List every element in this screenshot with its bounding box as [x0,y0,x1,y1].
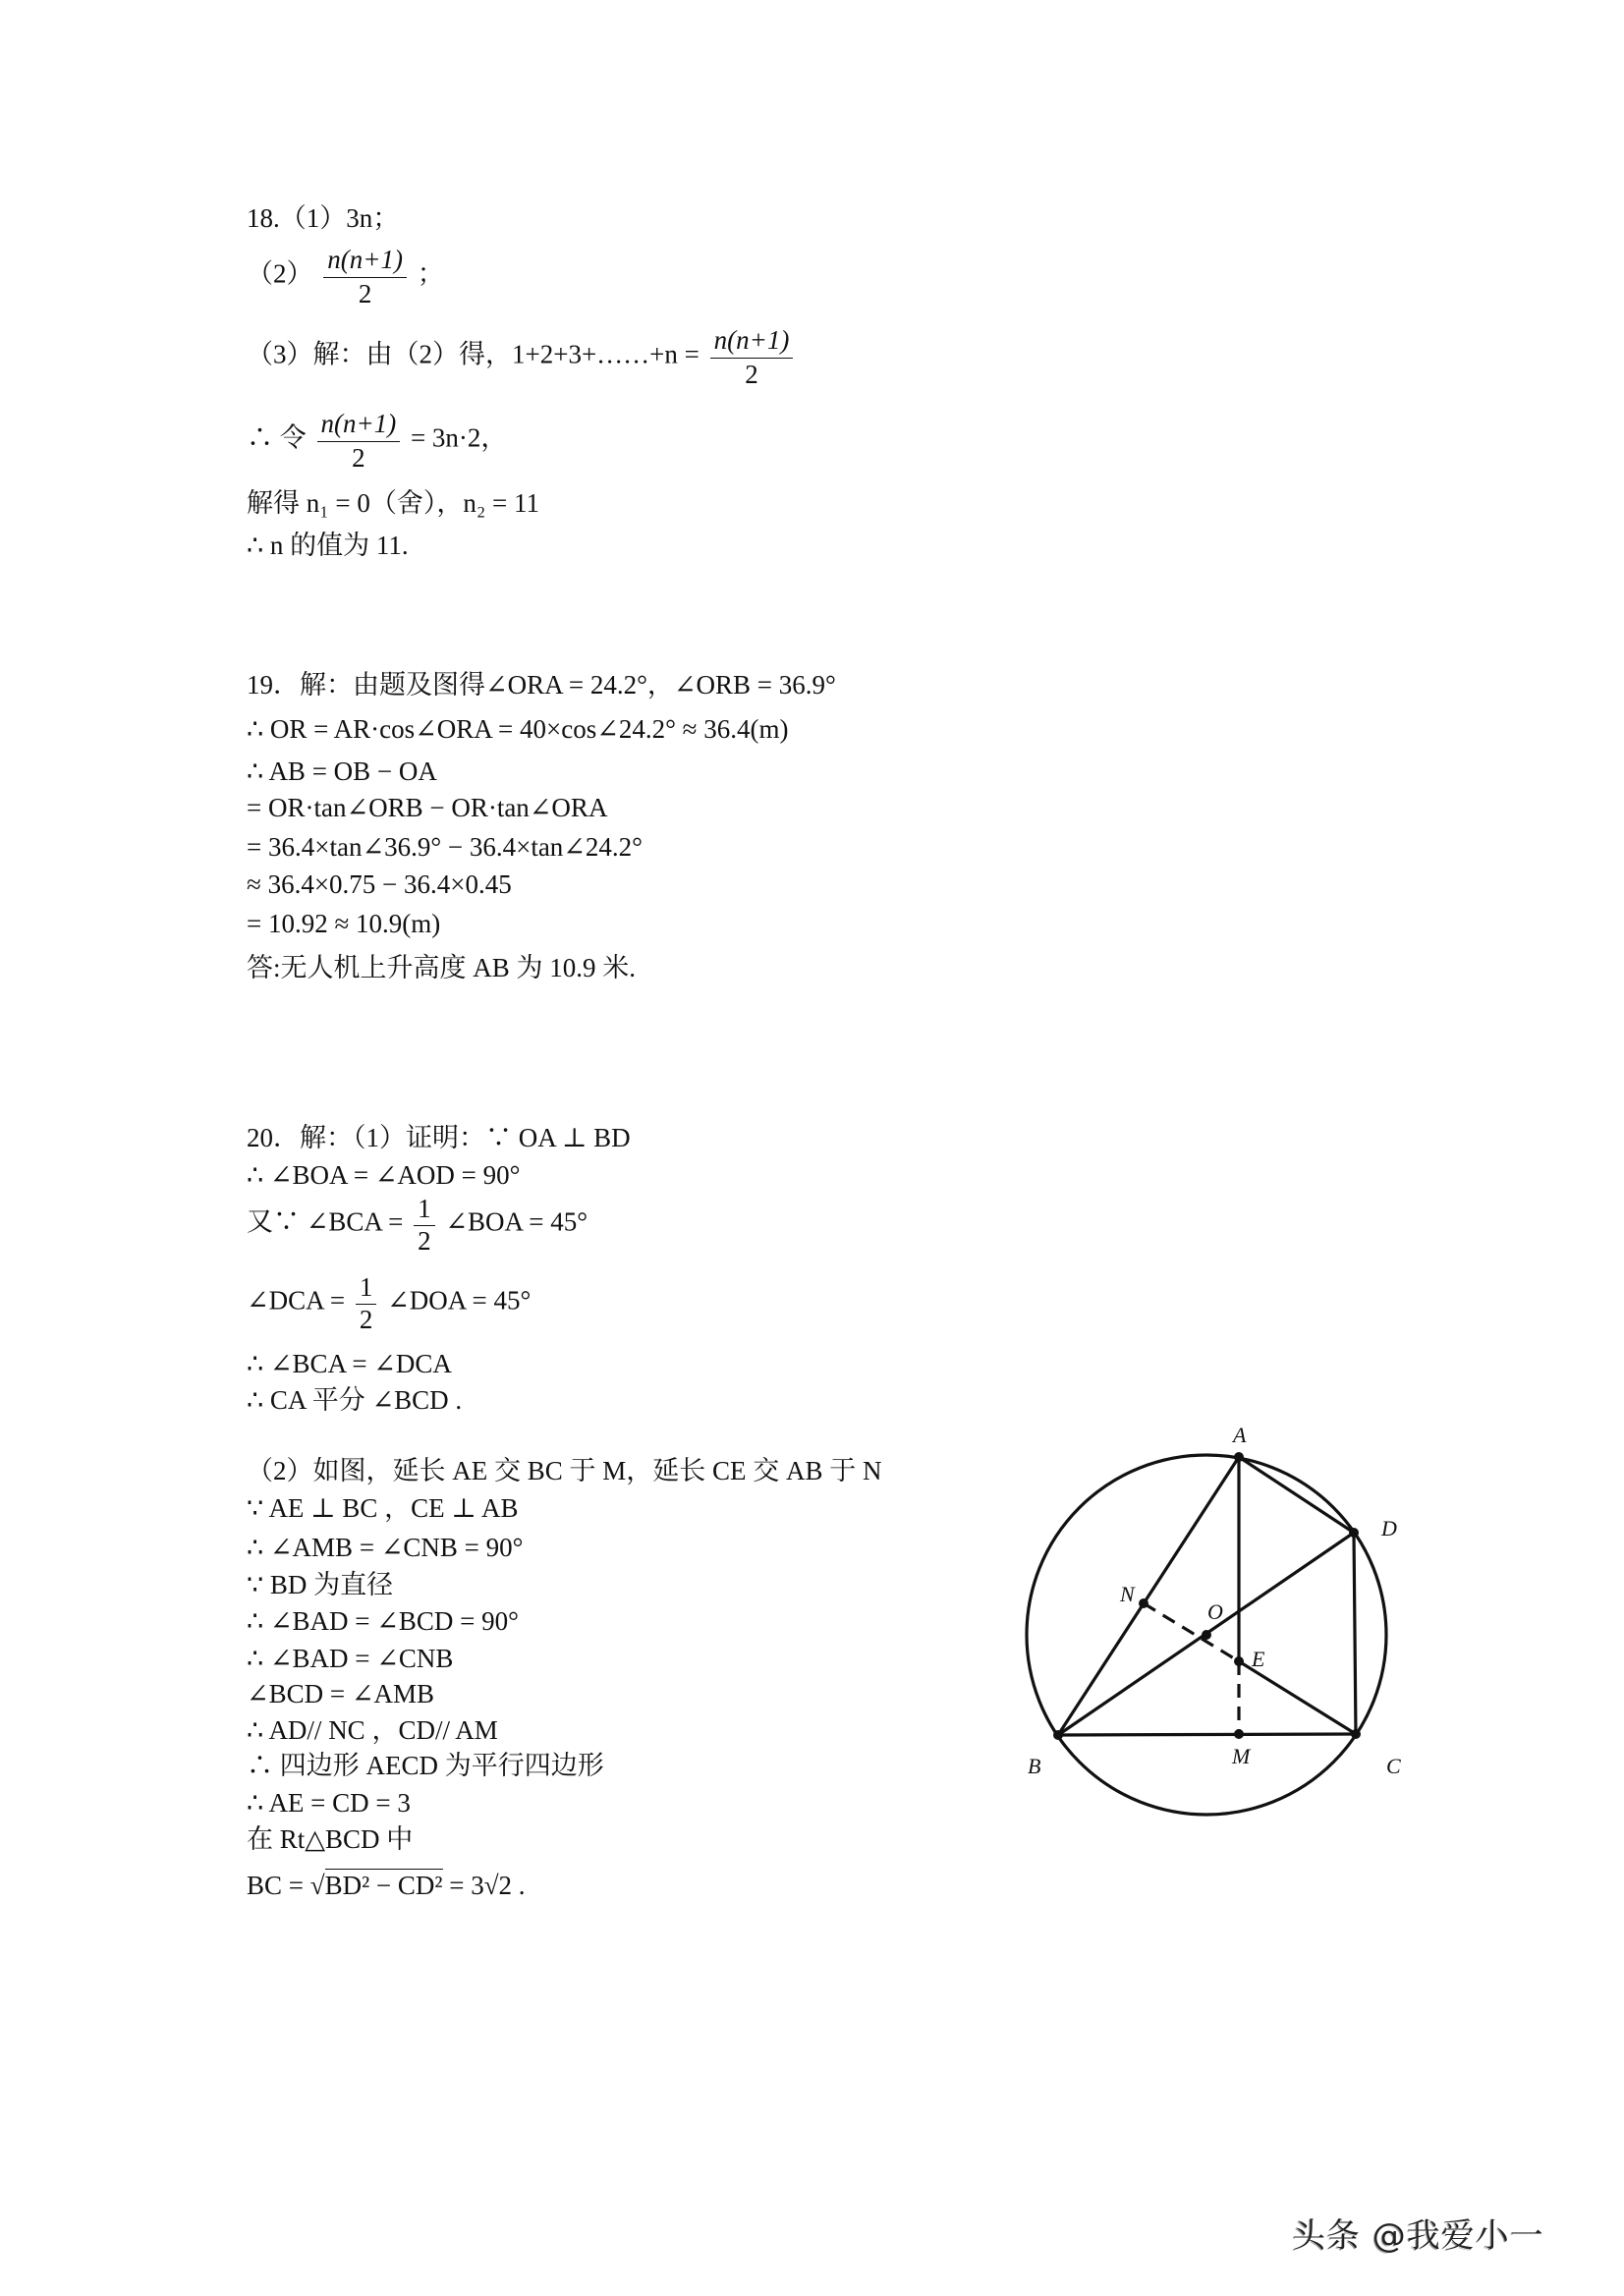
also-because: 又∵ ∠BCA = [247,1206,404,1237]
denominator: 2 [358,279,372,308]
label-d: D [1381,1516,1397,1540]
q20-line-6: ∴ CA 平分 ∠BCD . [247,1385,463,1415]
q20-line-5: ∴ ∠BCA = ∠DCA [247,1349,452,1378]
numerator: n(n+1) [710,324,794,359]
radicand: BD² − CD² [324,1871,443,1900]
q19-line: = 10.92 ≈ 10.9(m) [247,909,441,938]
point-n [1139,1598,1148,1608]
q20-part2-last-line [247,1869,526,1902]
q20-line-1: 20．解：（1）证明：∵ OA ⊥ BD [247,1123,631,1152]
q19-line: ∴ AB = OB − OA [247,756,437,786]
q20-part2-line: （2）如图，延长 AE 交 BC 于 M，延长 CE 交 AB 于 N [247,1456,882,1485]
label-n: N [1120,1582,1135,1606]
segment-ab [1058,1457,1239,1735]
q20-part2-line: ∴ ∠BAD = ∠CNB [247,1644,454,1673]
equation-rhs: ∠DOA = 45° [387,1285,532,1316]
point-e [1234,1656,1244,1666]
label-e: E [1252,1647,1265,1671]
q20-part2-line: ∴ AD// NC ，CD// AM [247,1715,498,1745]
q18-line-6: ∴ n 的值为 11. [247,531,409,560]
q18-line-3 [247,324,797,390]
fraction [710,324,794,390]
segment-bc [1058,1734,1356,1735]
q18-part3-text: （3）解：由（2）得，1+2+3+……+n = [247,339,700,369]
q19-line: ≈ 36.4×0.75 − 36.4×0.45 [247,869,512,899]
denominator: 2 [352,443,365,473]
fraction-half [414,1194,435,1256]
label-a: A [1233,1423,1247,1447]
q18-line-1: 18.（1）3n； [247,203,400,233]
equation-rhs: ∠BOA = 45° [445,1206,588,1237]
denominator: 2 [359,1305,373,1334]
watermark: 头条 @我爱小一 [1292,2216,1544,2256]
q19-line: ∴ OR = AR·cos∠ORA = 40×cos∠24.2° ≈ 36.4(m) [247,714,789,744]
segment-dc [1354,1533,1356,1734]
point-m [1234,1729,1244,1739]
therefore-let: ∴ 令 [247,422,307,453]
q20-part2-line: ∴ 四边形 AECD 为平行四边形 [247,1751,604,1780]
label-b: B [1028,1754,1041,1778]
q19-line: = 36.4×tan∠36.9° − 36.4×tan∠24.2° [247,832,643,862]
q20-part2-line: ∴ ∠AMB = ∠CNB = 90° [247,1533,524,1562]
q20-part2-line: ∴ AE = CD = 3 [247,1788,411,1818]
point-b [1053,1730,1063,1740]
q19-answer: 答:无人机上升高度 AB 为 10.9 米. [247,953,637,982]
q20-part2-line: ∵ BD 为直径 [247,1570,394,1599]
label-o: O [1207,1599,1223,1624]
numerator: 1 [414,1194,435,1226]
numerator: 1 [356,1272,377,1305]
bc-equals-sqrt: BC = √ [247,1871,325,1900]
q18-line-5: 解得 n₁ = 0（舍），n₂ = 11 [247,488,540,518]
q20-part2-line: ∠BCD = ∠AMB [247,1679,435,1708]
dashed-ne [1144,1603,1239,1661]
q19-line: 19．解：由题及图得∠ORA = 24.2°，∠ORB = 36.9° [247,670,836,700]
q18-line-2 [247,244,444,309]
q20-line-4 [247,1272,531,1334]
fraction [323,244,407,309]
punctuation: ； [417,258,444,289]
denominator: 2 [418,1226,431,1256]
denominator: 2 [745,360,758,389]
q19-line: = OR·tan∠ORB − OR·tan∠ORA [247,793,608,822]
geometry-figure [1012,1415,1454,1837]
q20-line-3 [247,1194,588,1256]
q18-part2-label: （2） [247,258,313,289]
segment-ad [1239,1457,1354,1533]
equation-rhs: = 3n·2， [410,422,508,453]
point-o [1202,1630,1211,1640]
label-c: C [1386,1754,1401,1778]
numerator: n(n+1) [323,244,407,278]
point-c [1351,1729,1361,1739]
angle-dca: ∠DCA = [247,1285,346,1316]
point-a [1234,1452,1244,1462]
q20-part2-line: 在 Rt△BCD 中 [247,1824,414,1854]
numerator: n(n+1) [317,408,401,442]
label-m: M [1232,1744,1251,1768]
result: = 3√2 . [449,1871,526,1900]
q18-line-4 [247,408,507,474]
segment-ec [1239,1661,1356,1734]
q20-part2-line: ∴ ∠BAD = ∠BCD = 90° [247,1606,519,1636]
q20-line-2: ∴ ∠BOA = ∠AOD = 90° [247,1160,521,1190]
fraction-half [356,1272,377,1334]
fraction [317,408,401,474]
q20-part2-line: ∵ AE ⊥ BC ，CE ⊥ AB [247,1493,519,1523]
point-d [1349,1528,1359,1538]
